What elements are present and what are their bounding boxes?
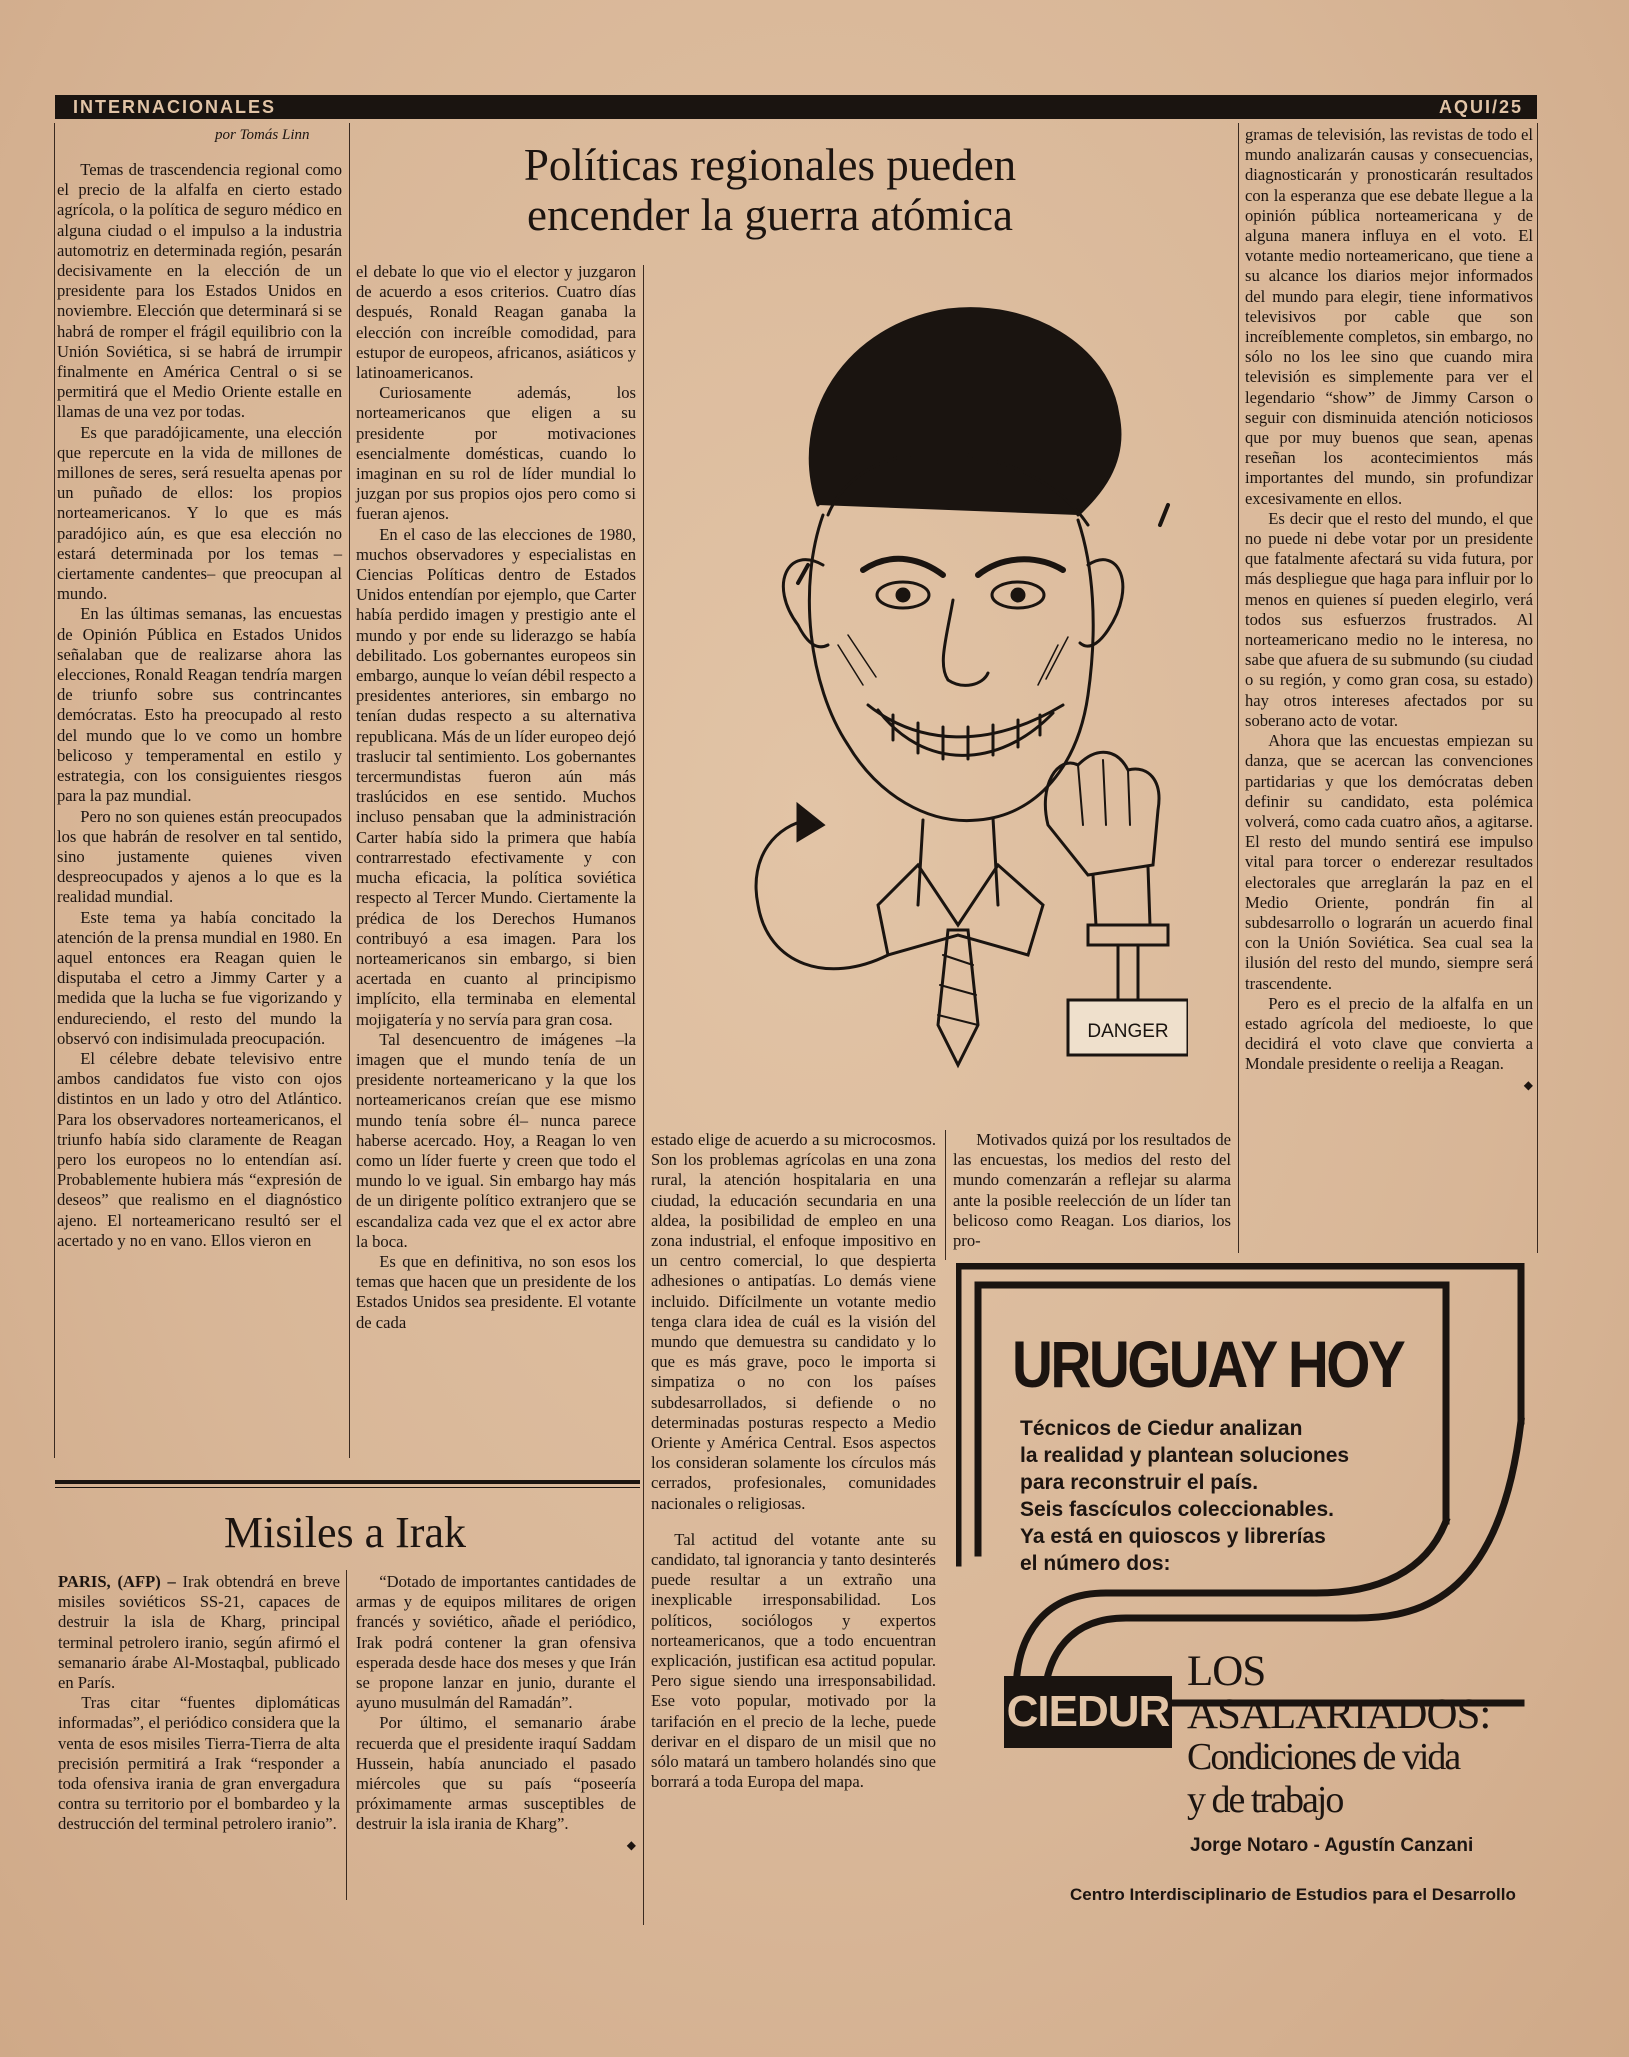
news-column-2 (356, 1572, 636, 1855)
paragraph: En las últimas semanas, las encuestas de Opinión Pública en Estados Unidos señalaban que de realizarse ahora las elecciones, Ronald Reagan tendría margen de triunfo sobre sus contrincantes demócratas. Esto ha preocupado al resto del mundo que lo ve como un hombre belicoso y temperamental en estilo y estrategia, con los consiguientes riesgos para la paz mundial. (57, 604, 342, 806)
headline-line-2: encender la guerra atómica (527, 190, 1013, 240)
caricature-illustration (648, 265, 1188, 1085)
column-rule (349, 123, 350, 1458)
ad-line: Técnicos de Ciedur analizan (1020, 1417, 1303, 1440)
news-column-1 (58, 1572, 340, 1835)
paragraph: Temas de trascendencia regional como el precio de la alfalfa en cierto estado agrícola, o la política de seguro médico en alguna ciudad o el impulso a la industria automotriz en determinada región, pesarán decisivamente en la elección de un presidente para los Estados Unidos en noviembre. Elección que determinará si se habrá de romper el frágil equilibrio con la Unión Soviética, si se habrá de irrumpir finalmente en América Central o si se permitirá que el Medio Oriente estalle en llamas de una vez por todas. (57, 160, 342, 422)
paragraph: el debate lo que vio el elector y juzgaron de acuerdo a esos criterios. Cuatro días después, Ronald Reagan ganaba la elección con increíble comodidad, para estupor de europeos, africanos, asiáticos y latinoamericanos. (356, 262, 636, 383)
article-column-1 (57, 160, 342, 1251)
paragraph: “Dotado de importantes cantidades de armas y de equipos militares de origen francés y soviético, añade el periódico, Irak podrá contener la gran ofensiva esperada desde hace dos meses y que Irán se propone lanzar en junio, durante el ayuno musulmán del Ramadán”. (356, 1572, 636, 1713)
paragraph: Tal desencuentro de imágenes –la imagen que el mundo tenía de un presidente norteamericano y la que los norteamericanos creían que ese mismo mundo tenía sobre él– nunca parece haberse acercado. Hoy, a Reagan lo ven como un líder fuerte y creen que todo el mundo lo ve igual. Sin embargo hay más de un dirigente político extranjero que se escandaliza cada vez que el ex actor abre la boca. (356, 1029, 636, 1251)
paragraph: estado elige de acuerdo a su microcosmos. Son los problemas agrícolas en una zona rural, la atención hospitalaria en una ciudad, la educación secundaria en una aldea, la posibilidad de empleo en una zona industrial, el enfoque impositivo en un centro comercial, lo que despierta adhesiones o antipatías. Lo demás viene incluido. Difícilmente un votante medio tenga clara idea de cuál es la visión del mundo que demuestra su candidato y lo que es más grave, poco le importa si simpatiza o no con los países subdesarrollados, si defiende o no determinadas posturas respecto a Medio Oriente y América Central. Esos aspectos los consideran solamente los círculos más cerrados, profesionales, comunidades nacionales o religiosas. (651, 1130, 936, 1513)
column-rule (643, 265, 644, 1925)
end-mark: ◆ (626, 1837, 636, 1852)
danger-label: DANGER (1087, 1021, 1169, 1042)
ad-line: Seis fascículos coleccionables. (1020, 1498, 1334, 1521)
section-header-bar (55, 95, 1537, 119)
column-rule (54, 123, 55, 1458)
paragraph: Pero es el precio de la alfalfa en un estado agrícola del medioeste, lo que decidirá el voto clave que convierta a Mondale presidente o reelija a Reagan. (1245, 993, 1533, 1074)
secondary-headline: Misiles a Irak (224, 1508, 466, 1557)
ad-copy (1020, 1415, 1440, 1577)
section-divider (55, 1487, 640, 1488)
ad-line: Ya está en quioscos y librerías (1020, 1525, 1326, 1548)
paragraph: Pero no son quienes están preocupados los que habrán de resolver en tal sentido, sino justamente quienes viven despreocupados y ajenos a lo que es la realidad mundial. (57, 806, 342, 907)
paragraph: Este tema ya había concitado la atención de la prensa mundial en 1980. En aquel entonces era Reagan quien le disputaba el cetro a Jimmy Carter y a medida que la lucha se fue vigorizando y endureciendo, el resto del mundo la observó con indisimulada preocupación. (57, 907, 342, 1048)
ad-footer: Centro Interdisciplinario de Estudios para el Desarrollo (1070, 1885, 1516, 1904)
ad-title: URUGUAY HOY (1012, 1327, 1404, 1401)
paragraph: Ahora que las encuestas empiezan su danza, que se acercan las convenciones partidarias y que los demócratas deben definir su candidato, esta polémica volverá, como cada cuatro años, a agitarse. El resto del mundo sentirá ese impulso vital para torcer o enderezar resultados electorales que arreglarán la paz en el Medio Oriente, pondrán fin al subdesarrollo o lograrán un acuerdo final con la Unión Soviética. Sea cual sea la ilusión del resto del mundo, siempre será trascendente. (1245, 731, 1533, 993)
book-title-line: ASALARIADOS: (1187, 1691, 1491, 1738)
paragraph: Curiosamente además, los norteamericanos que eligen a su presidente por motivaciones esencialmente domésticas, cuando lo imaginan en su rol de líder mundial lo juzgan por sus propios ojos pero como si fueran ajenos. (356, 383, 636, 524)
article-column-4 (953, 1130, 1231, 1251)
paragraph: En el caso de las elecciones de 1980, muchos observadores y especialistas en Ciencias Políticas dentro de Estados Unidos entendían por ejemplo, que Carter había perdido imagen y prestigio ante el mundo y por ende su liderazgo se había debilitado. Los gobernantes europeos sin embargo, aunque lo veían débil respecto a presidentes anteriores, sin embargo no tenían dudas respecto a su alternativa republicana. Más de un líder europeo dejó traslucir tal sentimiento. Los gobernantes tercermundistas fueron aún más traslúcidos en ese sentido. Muchos incluso pensaban que la administración Carter había sido la primera que había contrarrestado efectivamente y con mucha eficacia, la política soviética respecto al Tercer Mundo. Ciertamente la prédica de los Derechos Humanos contribuyó a esa imagen. Para los norteamericanos sin embargo, si bien acertada en cuanto al principismo implícito, ella terminaba en elemental mojigatería y no servía para gran cosa. (356, 524, 636, 1029)
ad-authors: Jorge Notaro - Agustín Canzani (1190, 1835, 1474, 1856)
column-rule (945, 1130, 946, 1260)
byline: por Tomás Linn (215, 127, 310, 143)
paragraph: Tal actitud del votante ante su candidato, tal ignorancia y tanto desinterés puede resultar a un extraño una inexplicable irresponsabilidad. Los políticos, sociólogos y expertos norteamericanos, que a todo encuentran explicación, justifican esa actitud popular. Pero sigue siendo una irresponsabilidad. Ese voto popular, motivado por la tarifación en el precio de la leche, puede derivar en el disparo de un misil que no sólo matará un tambero holandés sino que borrará a toda Europa del mapa. (651, 1529, 936, 1792)
paragraph: gramas de televisión, las revistas de todo el mundo analizarán causas y consecuencias, diagnosticarán y pronosticarán resultados con la esperanza que ese debate llegue a la opinión pública norteamericana y de alguna manera influya en el voto. El votante medio norteamericano, que tiene a su alcance los diarios mejor informados del mundo para elegir, tiene informativos televisivos por cable que son increíblemente completos, sin embargo, no sólo no los lee sino que cuando mira televisión es simplemente para ver el legendario “show” de Jimmy Carson o seguir con disminuida atención noticiosos que por muy buenos que sean, apenas reseñan los acontecimientos más importantes del mundo, sin profundizar excesivamente en ellos. (1245, 125, 1533, 508)
column-rule (346, 1570, 347, 1900)
article-column-2 (356, 262, 636, 1333)
section-divider (55, 1480, 640, 1484)
ad-line: la realidad y plantean soluciones (1020, 1444, 1350, 1467)
main-headline (380, 140, 1160, 240)
dateline: PARIS, (AFP) – (58, 1572, 176, 1591)
ad-line: para reconstruir el país. (1020, 1471, 1259, 1494)
paragraph: Motivados quizá por los resultados de las encuestas, los medios del resto del mundo comenzarán a reflejar su alarma ante la posible reelección de un líder tan belicoso como Reagan. Los diarios, los pro- (953, 1130, 1231, 1251)
paragraph: El célebre debate televisivo entre ambos candidatos fue visto con ojos distintos en un lado y otro del Atlántico. Para los observadores norteamericanos, el triunfo había sido claramente de Reagan pero los europeos no lo entendían así. Probablemente hubiera más “expresión de deseos” que realismo en el diagnóstico ajeno. El norteamericano resultó ser el acertado y no en vano. Ellos vieron en (57, 1048, 342, 1250)
ciedur-logo: CIEDUR (1004, 1676, 1172, 1748)
article-column-3 (651, 1130, 936, 1793)
column-rule (1238, 123, 1239, 1253)
book-title (1187, 1650, 1490, 1822)
end-mark: ◆ (1523, 1077, 1533, 1092)
section-name: INTERNACIONALES (73, 97, 277, 117)
paragraph: Tras citar “fuentes diplomáticas informadas”, el periódico considera que la venta de esos misiles Tierra-Tierra de alta precisión permitirá a Irak “responder a toda ofensiva irania de gran envergadura contra su territorio por el bombardeo y la destrucción del terminal petrolero iranio”. (58, 1693, 340, 1834)
column-rule (1537, 123, 1538, 1253)
paragraph: Es que en definitiva, no son esos los temas que hacen que un presidente de los Estados Unidos sea presidente. El votante de cada (356, 1251, 636, 1332)
paragraph: Por último, el semanario árabe recuerda que el presidente iraquí Saddam Hussein, había anunciado el pasado miércoles que su país “poseería próximamente armas susceptibles de destruir la isla irania de Kharg”. (356, 1713, 636, 1834)
paragraph: PARIS, (AFP) – Irak obtendrá en breve misiles soviéticos SS-21, capaces de destruir la isla de Kharg, principal terminal petrolero iranio, según afirmó el semanario árabe Al-Mostaqbal, publicado en París. (58, 1572, 340, 1693)
book-title-line: y de trabajo (1187, 1779, 1343, 1821)
book-title-line: LOS (1187, 1648, 1266, 1695)
page-number: AQUI/25 (1438, 97, 1523, 117)
headline-line-1: Políticas regionales pueden (523, 140, 1017, 190)
paragraph: Es decir que el resto del mundo, el que no puede ni debe votar por un presidente que fatalmente afectará su vida futura, por más despliegue que haga para influir por lo menos en quienes sí pueden elegirlo, verá todos sus esfuerzos frustrados. Al norteamericano medio no le interesa, no sabe que afuera de su submundo (su ciudad o su región, y como gran cosa, su estado) hay otros intereses afectados por su soberano acto de votar. (1245, 508, 1534, 730)
paragraph: Es que paradójicamente, una elección que repercute en la vida de millones de millones de seres, será resuelta apenas por un puñado de ellos: los propios norteamericanos. Y lo que es más paradójico aún, es que esa elección no estará determinada por los temas –ciertamente candentes– que preocupan al mundo. (57, 422, 342, 604)
book-title-line: Condiciones de vida (1187, 1736, 1460, 1778)
ad-line: el número dos: (1020, 1552, 1171, 1575)
article-column-5 (1245, 125, 1533, 1095)
